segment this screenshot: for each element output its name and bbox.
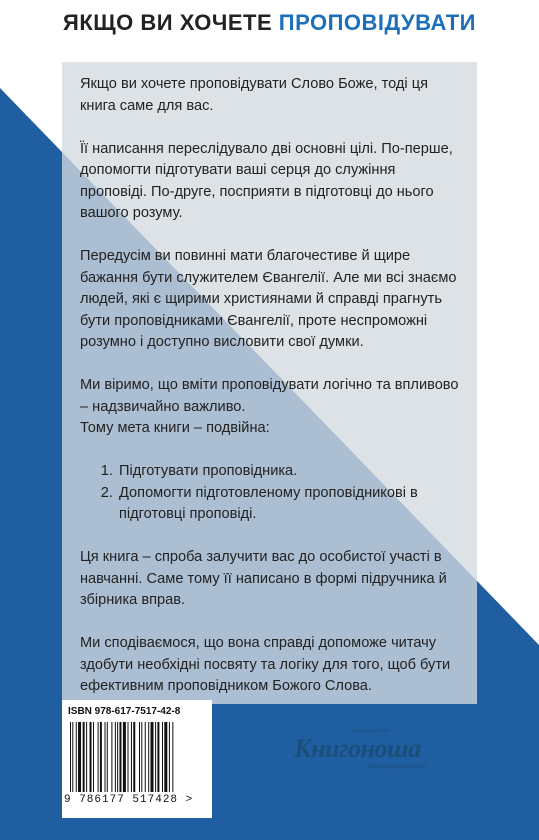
publisher-logo	[286, 724, 446, 780]
publisher-name: Книгоноша	[294, 734, 421, 763]
goal-item-1: 1. Підготувати проповідника.	[117, 461, 459, 483]
cover-title	[0, 10, 539, 36]
barcode-icon	[68, 722, 206, 792]
description-panel	[62, 62, 477, 704]
goals-list	[80, 461, 459, 526]
paragraph-1: Якщо ви хочете проповідувати Слово Боже, тоді ця книга саме для вас.	[80, 76, 428, 114]
publisher-url: www.knigonosha.com	[368, 764, 427, 770]
isbn-text: ISBN 978-617-7517-42-8	[68, 706, 181, 717]
paragraph-7: Ми сподіваємося, що вона справді допоможе читачу здобути необхідні посвяту та логіку для того, щоб бути ефективним проповідником Божого Слова.	[80, 635, 451, 694]
title-part-1: ЯКЩО ВИ ХОЧЕТЕ	[63, 10, 273, 35]
ean-digits: 9 786177 517428 >	[64, 794, 194, 806]
barcode-bars	[68, 722, 206, 792]
paragraph-2: Її написання переслідувало дві основні цілі. По-перше, допомогти підготувати ваші серця до служіння проповіді. По-друге, посприяти в підготовці до нього вашого розуму.	[80, 140, 453, 221]
publisher-label: видавництво	[352, 728, 391, 734]
paragraph-5: Тому мета книги – подвійна:	[80, 420, 270, 436]
goal-item-2: 2. Допомогти підготовленому проповідникові в підготовці проповіді.	[117, 483, 459, 526]
paragraph-3: Передусім ви повинні мати благочестиве й щире бажання бути служителем Євангелії. Але ми всі знаємо людей, які є щирими християнами й справді прагнуть бути проповідниками Євангелії, проте неспроможні розумно і доступно висловити свої думки.	[80, 248, 457, 350]
paragraph-4: Ми віримо, що вміти проповідувати логічно та впливово – надзвичайно важливо.	[80, 377, 459, 415]
barcode-block	[62, 700, 212, 818]
title-part-2: ПРОПОВІДУВАТИ	[278, 10, 476, 35]
paragraph-6: Ця книга – спроба залучити вас до особистої участі в навчанні. Саме тому її написано в формі підручника й збірника вправ.	[80, 549, 447, 608]
